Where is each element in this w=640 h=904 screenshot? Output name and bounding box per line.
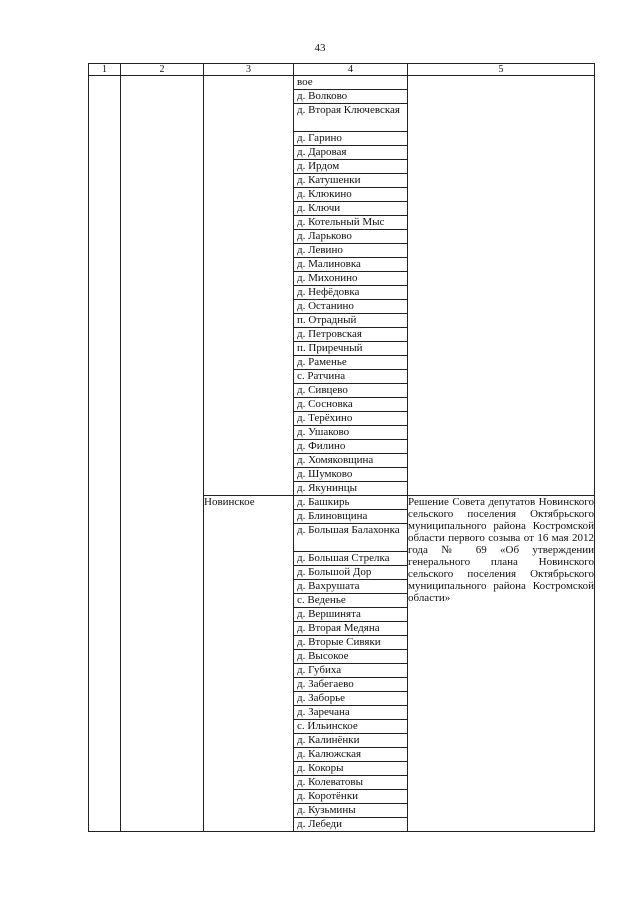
village-item: п. Отрадный xyxy=(294,314,407,328)
settlement-name: Новинское xyxy=(204,496,294,832)
village-item: д. Петровская xyxy=(294,328,407,342)
village-item: д. Вершинята xyxy=(294,608,407,622)
village-item: д. Малиновка xyxy=(294,258,407,272)
col-header-4: 4 xyxy=(294,64,408,76)
village-item: д. Калинёнки xyxy=(294,734,407,748)
village-item: д. Заречана xyxy=(294,706,407,720)
village-item: д. Большая Балахонка xyxy=(294,524,407,552)
village-item: д. Калюжская xyxy=(294,748,407,762)
village-item: д. Михонино xyxy=(294,272,407,286)
village-item: д. Лебеди xyxy=(297,818,343,830)
village-item: д. Нефёдовка xyxy=(294,286,407,300)
col-header-2: 2 xyxy=(121,64,204,76)
decision-text xyxy=(408,76,595,496)
village-item: д. Даровая xyxy=(294,146,407,160)
village-item: д. Клюкино xyxy=(294,188,407,202)
village-item: д. Заборье xyxy=(294,692,407,706)
table-row xyxy=(89,76,595,496)
col-header-3: 3 xyxy=(204,64,294,76)
header-row xyxy=(89,64,595,76)
village-item: д. Большая Стрелка xyxy=(294,552,407,566)
village-item: д. Колеватовы xyxy=(294,776,407,790)
settlement-name xyxy=(204,76,294,496)
village-item: п. Приречный xyxy=(294,342,407,356)
village-item: д. Сивцево xyxy=(294,384,407,398)
village-item: д. Губиха xyxy=(294,664,407,678)
village-item: д. Котельный Мыс xyxy=(294,216,407,230)
village-item: д. Вторая Ключевская xyxy=(294,104,407,132)
village-item: д. Коротёнки xyxy=(294,790,407,804)
village-item: д. Останино xyxy=(294,300,407,314)
village-item: д. Сосновка xyxy=(294,398,407,412)
village-item: д. Ключи xyxy=(294,202,407,216)
page-number: 43 xyxy=(314,42,326,54)
village-item: д. Волково xyxy=(294,90,407,104)
village-item: д. Ирдом xyxy=(294,160,407,174)
village-item: д. Раменье xyxy=(294,356,407,370)
village-item: д. Якунинцы xyxy=(297,482,358,494)
village-item: д. Вторые Сивяки xyxy=(294,636,407,650)
village-item: д. Шумково xyxy=(294,468,407,482)
village-item: с. Веденье xyxy=(294,594,407,608)
village-item: д. Левино xyxy=(294,244,407,258)
village-item: д. Забегаево xyxy=(294,678,407,692)
village-item: д. Кузьмины xyxy=(294,804,407,818)
villages-cell xyxy=(294,76,408,496)
settlements-table xyxy=(88,63,595,832)
village-item: д. Большой Дор xyxy=(294,566,407,580)
village-item: д. Катушенки xyxy=(294,174,407,188)
village-item: д. Гарино xyxy=(294,132,407,146)
village-item: д. Башкирь xyxy=(294,496,407,510)
village-item: вое xyxy=(294,76,407,90)
village-item: д. Вторая Медяна xyxy=(294,622,407,636)
cell-col-2 xyxy=(121,76,204,832)
cell-col-1 xyxy=(89,76,121,832)
col-header-1: 1 xyxy=(89,64,121,76)
village-item: д. Филино xyxy=(294,440,407,454)
village-item: д. Терёхино xyxy=(294,412,407,426)
village-item: д. Блиновщина xyxy=(294,510,407,524)
village-item: д. Кокоры xyxy=(294,762,407,776)
village-item: д. Вахрушата xyxy=(294,580,407,594)
village-item: д. Ларьково xyxy=(294,230,407,244)
village-item: с. Ильинское xyxy=(294,720,407,734)
village-item: д. Хомяковщина xyxy=(294,454,407,468)
village-item: д. Высокое xyxy=(294,650,407,664)
village-list xyxy=(294,76,407,495)
village-list xyxy=(294,496,407,831)
village-item: д. Ушаково xyxy=(294,426,407,440)
col-header-5: 5 xyxy=(408,64,595,76)
villages-cell xyxy=(294,496,408,832)
village-item: с. Ратчина xyxy=(294,370,407,384)
decision-text: Решение Совета депутатов Новинского сельского поселения Октябрьского муниципального района Костромской области первого созыва от 16 мая 2012 года № 69 «Об утверждении генерального плана Новинского сельского поселения Октябрьского муниципального района Костромской области» xyxy=(408,496,595,832)
